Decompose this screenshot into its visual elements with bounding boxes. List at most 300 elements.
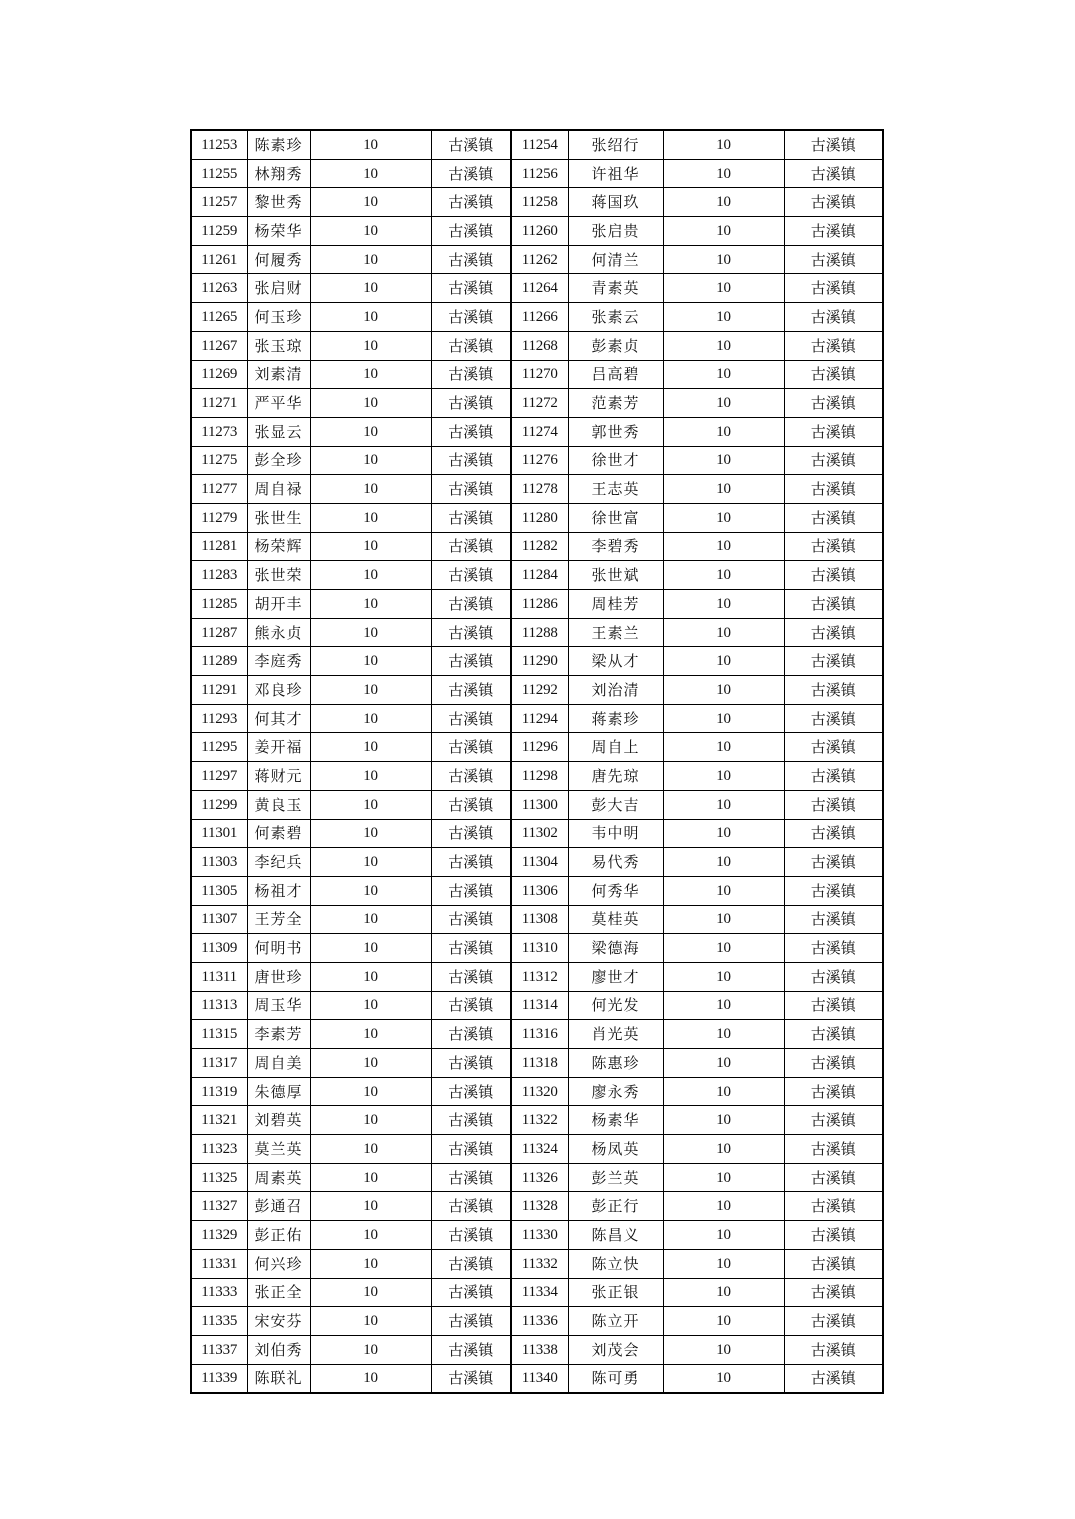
amount-value: 10 xyxy=(663,561,784,590)
amount-value: 10 xyxy=(310,1278,431,1307)
town-name: 古溪镇 xyxy=(431,1221,511,1250)
person-name: 唐世珍 xyxy=(247,962,310,991)
town-name: 古溪镇 xyxy=(784,1192,883,1221)
table-row xyxy=(191,905,883,934)
town-name: 古溪镇 xyxy=(431,676,511,705)
amount-value: 10 xyxy=(663,1077,784,1106)
record-id: 11292 xyxy=(511,676,568,705)
amount-value: 10 xyxy=(663,762,784,791)
person-name: 严平华 xyxy=(247,389,310,418)
person-name: 梁德海 xyxy=(568,934,663,963)
amount-value: 10 xyxy=(663,1163,784,1192)
amount-value: 10 xyxy=(310,1249,431,1278)
town-name: 古溪镇 xyxy=(431,876,511,905)
amount-value: 10 xyxy=(310,1077,431,1106)
record-id: 11294 xyxy=(511,704,568,733)
table-row xyxy=(191,1335,883,1364)
town-name: 古溪镇 xyxy=(784,1307,883,1336)
table-row xyxy=(191,876,883,905)
person-name: 何秀华 xyxy=(568,876,663,905)
town-name: 古溪镇 xyxy=(431,532,511,561)
record-id: 11266 xyxy=(511,303,568,332)
amount-value: 10 xyxy=(310,1163,431,1192)
record-id: 11267 xyxy=(191,331,247,360)
person-name: 徐世富 xyxy=(568,503,663,532)
table-row xyxy=(191,1307,883,1336)
person-name: 莫兰英 xyxy=(247,1135,310,1164)
table-row xyxy=(191,848,883,877)
town-name: 古溪镇 xyxy=(784,1249,883,1278)
person-name: 何素碧 xyxy=(247,819,310,848)
table-row xyxy=(191,790,883,819)
person-name: 周玉华 xyxy=(247,991,310,1020)
person-name: 张世斌 xyxy=(568,561,663,590)
town-name: 古溪镇 xyxy=(784,217,883,246)
record-id: 11303 xyxy=(191,848,247,877)
amount-value: 10 xyxy=(310,532,431,561)
record-id: 11320 xyxy=(511,1077,568,1106)
record-id: 11285 xyxy=(191,590,247,619)
amount-value: 10 xyxy=(663,962,784,991)
record-id: 11264 xyxy=(511,274,568,303)
record-id: 11307 xyxy=(191,905,247,934)
record-id: 11296 xyxy=(511,733,568,762)
person-name: 周桂芳 xyxy=(568,590,663,619)
record-id: 11274 xyxy=(511,417,568,446)
amount-value: 10 xyxy=(663,1192,784,1221)
record-id: 11293 xyxy=(191,704,247,733)
town-name: 古溪镇 xyxy=(784,130,883,159)
amount-value: 10 xyxy=(310,590,431,619)
person-name: 刘碧英 xyxy=(247,1106,310,1135)
amount-value: 10 xyxy=(663,704,784,733)
record-id: 11269 xyxy=(191,360,247,389)
person-name: 郭世秀 xyxy=(568,417,663,446)
record-id: 11304 xyxy=(511,848,568,877)
amount-value: 10 xyxy=(310,389,431,418)
town-name: 古溪镇 xyxy=(431,360,511,389)
record-id: 11326 xyxy=(511,1163,568,1192)
person-name: 杨素华 xyxy=(568,1106,663,1135)
amount-value: 10 xyxy=(663,1249,784,1278)
person-name: 杨祖才 xyxy=(247,876,310,905)
amount-value: 10 xyxy=(663,417,784,446)
amount-value: 10 xyxy=(663,503,784,532)
person-name: 张绍行 xyxy=(568,130,663,159)
person-name: 彭大吉 xyxy=(568,790,663,819)
town-name: 古溪镇 xyxy=(784,360,883,389)
table-row xyxy=(191,962,883,991)
person-name: 彭正行 xyxy=(568,1192,663,1221)
amount-value: 10 xyxy=(310,1106,431,1135)
roster-sheet xyxy=(190,129,882,1394)
person-name: 林翔秀 xyxy=(247,159,310,188)
table-row xyxy=(191,1221,883,1250)
amount-value: 10 xyxy=(310,991,431,1020)
town-name: 古溪镇 xyxy=(431,962,511,991)
town-name: 古溪镇 xyxy=(431,848,511,877)
amount-value: 10 xyxy=(310,934,431,963)
person-name: 熊永贞 xyxy=(247,618,310,647)
person-name: 何兴珍 xyxy=(247,1249,310,1278)
record-id: 11306 xyxy=(511,876,568,905)
amount-value: 10 xyxy=(310,1307,431,1336)
record-id: 11283 xyxy=(191,561,247,590)
amount-value: 10 xyxy=(663,647,784,676)
town-name: 古溪镇 xyxy=(431,245,511,274)
amount-value: 10 xyxy=(663,130,784,159)
town-name: 古溪镇 xyxy=(431,1192,511,1221)
table-row xyxy=(191,676,883,705)
table-row xyxy=(191,590,883,619)
town-name: 古溪镇 xyxy=(431,331,511,360)
table-row xyxy=(191,934,883,963)
amount-value: 10 xyxy=(310,1335,431,1364)
amount-value: 10 xyxy=(663,876,784,905)
town-name: 古溪镇 xyxy=(784,245,883,274)
table-row xyxy=(191,159,883,188)
amount-value: 10 xyxy=(663,274,784,303)
town-name: 古溪镇 xyxy=(784,676,883,705)
amount-value: 10 xyxy=(663,446,784,475)
town-name: 古溪镇 xyxy=(431,1049,511,1078)
amount-value: 10 xyxy=(310,1049,431,1078)
town-name: 古溪镇 xyxy=(784,188,883,217)
table-row xyxy=(191,245,883,274)
town-name: 古溪镇 xyxy=(431,217,511,246)
person-name: 张显云 xyxy=(247,417,310,446)
town-name: 古溪镇 xyxy=(784,590,883,619)
town-name: 古溪镇 xyxy=(431,1135,511,1164)
record-id: 11340 xyxy=(511,1364,568,1393)
person-name: 李纪兵 xyxy=(247,848,310,877)
town-name: 古溪镇 xyxy=(784,532,883,561)
town-name: 古溪镇 xyxy=(431,475,511,504)
amount-value: 10 xyxy=(663,991,784,1020)
person-name: 吕高碧 xyxy=(568,360,663,389)
amount-value: 10 xyxy=(663,389,784,418)
table-row xyxy=(191,360,883,389)
person-name: 王素兰 xyxy=(568,618,663,647)
amount-value: 10 xyxy=(663,360,784,389)
town-name: 古溪镇 xyxy=(431,130,511,159)
record-id: 11258 xyxy=(511,188,568,217)
town-name: 古溪镇 xyxy=(784,1221,883,1250)
table-row xyxy=(191,130,883,159)
town-name: 古溪镇 xyxy=(784,905,883,934)
town-name: 古溪镇 xyxy=(431,1278,511,1307)
person-name: 张世荣 xyxy=(247,561,310,590)
record-id: 11298 xyxy=(511,762,568,791)
table-row xyxy=(191,1020,883,1049)
town-name: 古溪镇 xyxy=(784,733,883,762)
town-name: 古溪镇 xyxy=(431,417,511,446)
person-name: 何明书 xyxy=(247,934,310,963)
record-id: 11339 xyxy=(191,1364,247,1393)
record-id: 11323 xyxy=(191,1135,247,1164)
record-id: 11319 xyxy=(191,1077,247,1106)
person-name: 张启贵 xyxy=(568,217,663,246)
town-name: 古溪镇 xyxy=(784,1020,883,1049)
person-name: 彭通召 xyxy=(247,1192,310,1221)
amount-value: 10 xyxy=(663,1278,784,1307)
person-name: 陈昌义 xyxy=(568,1221,663,1250)
person-name: 陈联礼 xyxy=(247,1364,310,1393)
table-row xyxy=(191,188,883,217)
town-name: 古溪镇 xyxy=(431,1307,511,1336)
record-id: 11275 xyxy=(191,446,247,475)
record-id: 11329 xyxy=(191,1221,247,1250)
person-name: 周素英 xyxy=(247,1163,310,1192)
record-id: 11338 xyxy=(511,1335,568,1364)
person-name: 易代秀 xyxy=(568,848,663,877)
amount-value: 10 xyxy=(310,733,431,762)
person-name: 刘茂会 xyxy=(568,1335,663,1364)
town-name: 古溪镇 xyxy=(431,446,511,475)
town-name: 古溪镇 xyxy=(431,1249,511,1278)
roster-body xyxy=(191,130,883,1393)
amount-value: 10 xyxy=(663,1106,784,1135)
record-id: 11273 xyxy=(191,417,247,446)
person-name: 邓良珍 xyxy=(247,676,310,705)
record-id: 11297 xyxy=(191,762,247,791)
person-name: 李庭秀 xyxy=(247,647,310,676)
record-id: 11311 xyxy=(191,962,247,991)
person-name: 李素芳 xyxy=(247,1020,310,1049)
table-row xyxy=(191,1278,883,1307)
amount-value: 10 xyxy=(663,245,784,274)
table-row xyxy=(191,991,883,1020)
town-name: 古溪镇 xyxy=(784,417,883,446)
town-name: 古溪镇 xyxy=(431,790,511,819)
amount-value: 10 xyxy=(663,532,784,561)
record-id: 11315 xyxy=(191,1020,247,1049)
table-row xyxy=(191,1249,883,1278)
record-id: 11321 xyxy=(191,1106,247,1135)
amount-value: 10 xyxy=(663,905,784,934)
record-id: 11313 xyxy=(191,991,247,1020)
amount-value: 10 xyxy=(663,303,784,332)
amount-value: 10 xyxy=(310,130,431,159)
person-name: 张素云 xyxy=(568,303,663,332)
amount-value: 10 xyxy=(310,188,431,217)
person-name: 刘伯秀 xyxy=(247,1335,310,1364)
town-name: 古溪镇 xyxy=(784,331,883,360)
record-id: 11279 xyxy=(191,503,247,532)
record-id: 11291 xyxy=(191,676,247,705)
record-id: 11316 xyxy=(511,1020,568,1049)
amount-value: 10 xyxy=(310,475,431,504)
person-name: 张正全 xyxy=(247,1278,310,1307)
record-id: 11280 xyxy=(511,503,568,532)
table-row xyxy=(191,762,883,791)
record-id: 11302 xyxy=(511,819,568,848)
table-row xyxy=(191,561,883,590)
person-name: 陈可勇 xyxy=(568,1364,663,1393)
person-name: 蒋财元 xyxy=(247,762,310,791)
person-name: 黎世秀 xyxy=(247,188,310,217)
table-row xyxy=(191,733,883,762)
person-name: 唐先琼 xyxy=(568,762,663,791)
record-id: 11310 xyxy=(511,934,568,963)
person-name: 姜开福 xyxy=(247,733,310,762)
amount-value: 10 xyxy=(310,446,431,475)
town-name: 古溪镇 xyxy=(431,762,511,791)
person-name: 胡开丰 xyxy=(247,590,310,619)
town-name: 古溪镇 xyxy=(431,991,511,1020)
record-id: 11318 xyxy=(511,1049,568,1078)
amount-value: 10 xyxy=(663,331,784,360)
town-name: 古溪镇 xyxy=(431,934,511,963)
town-name: 古溪镇 xyxy=(784,475,883,504)
town-name: 古溪镇 xyxy=(431,303,511,332)
record-id: 11309 xyxy=(191,934,247,963)
town-name: 古溪镇 xyxy=(784,848,883,877)
record-id: 11276 xyxy=(511,446,568,475)
amount-value: 10 xyxy=(310,905,431,934)
town-name: 古溪镇 xyxy=(784,962,883,991)
record-id: 11324 xyxy=(511,1135,568,1164)
table-row xyxy=(191,274,883,303)
amount-value: 10 xyxy=(310,159,431,188)
amount-value: 10 xyxy=(310,1135,431,1164)
table-row xyxy=(191,503,883,532)
person-name: 莫桂英 xyxy=(568,905,663,934)
amount-value: 10 xyxy=(663,1049,784,1078)
amount-value: 10 xyxy=(310,762,431,791)
record-id: 11268 xyxy=(511,331,568,360)
record-id: 11263 xyxy=(191,274,247,303)
record-id: 11299 xyxy=(191,790,247,819)
town-name: 古溪镇 xyxy=(431,159,511,188)
record-id: 11334 xyxy=(511,1278,568,1307)
town-name: 古溪镇 xyxy=(784,1135,883,1164)
table-row xyxy=(191,1192,883,1221)
person-name: 张玉琼 xyxy=(247,331,310,360)
person-name: 何履秀 xyxy=(247,245,310,274)
table-row xyxy=(191,475,883,504)
amount-value: 10 xyxy=(310,360,431,389)
town-name: 古溪镇 xyxy=(784,1163,883,1192)
person-name: 周自上 xyxy=(568,733,663,762)
table-row xyxy=(191,618,883,647)
amount-value: 10 xyxy=(310,417,431,446)
person-name: 张正银 xyxy=(568,1278,663,1307)
amount-value: 10 xyxy=(663,934,784,963)
table-row xyxy=(191,1106,883,1135)
record-id: 11322 xyxy=(511,1106,568,1135)
person-name: 范素芳 xyxy=(568,389,663,418)
amount-value: 10 xyxy=(663,676,784,705)
roster-table xyxy=(190,129,884,1394)
table-row xyxy=(191,819,883,848)
record-id: 11256 xyxy=(511,159,568,188)
person-name: 蒋国玖 xyxy=(568,188,663,217)
person-name: 许祖华 xyxy=(568,159,663,188)
amount-value: 10 xyxy=(310,331,431,360)
person-name: 杨凤英 xyxy=(568,1135,663,1164)
table-row xyxy=(191,1049,883,1078)
record-id: 11301 xyxy=(191,819,247,848)
amount-value: 10 xyxy=(310,1221,431,1250)
record-id: 11272 xyxy=(511,389,568,418)
amount-value: 10 xyxy=(310,1020,431,1049)
record-id: 11300 xyxy=(511,790,568,819)
record-id: 11337 xyxy=(191,1335,247,1364)
town-name: 古溪镇 xyxy=(431,819,511,848)
amount-value: 10 xyxy=(663,590,784,619)
record-id: 11332 xyxy=(511,1249,568,1278)
town-name: 古溪镇 xyxy=(784,1335,883,1364)
amount-value: 10 xyxy=(663,1135,784,1164)
record-id: 11257 xyxy=(191,188,247,217)
person-name: 黄良玉 xyxy=(247,790,310,819)
person-name: 廖永秀 xyxy=(568,1077,663,1106)
amount-value: 10 xyxy=(663,188,784,217)
amount-value: 10 xyxy=(663,733,784,762)
amount-value: 10 xyxy=(663,790,784,819)
record-id: 11328 xyxy=(511,1192,568,1221)
person-name: 陈素珍 xyxy=(247,130,310,159)
amount-value: 10 xyxy=(663,1020,784,1049)
person-name: 何清兰 xyxy=(568,245,663,274)
record-id: 11287 xyxy=(191,618,247,647)
amount-value: 10 xyxy=(310,676,431,705)
record-id: 11281 xyxy=(191,532,247,561)
person-name: 陈惠珍 xyxy=(568,1049,663,1078)
town-name: 古溪镇 xyxy=(784,647,883,676)
record-id: 11255 xyxy=(191,159,247,188)
table-row xyxy=(191,389,883,418)
town-name: 古溪镇 xyxy=(431,1020,511,1049)
record-id: 11295 xyxy=(191,733,247,762)
town-name: 古溪镇 xyxy=(784,159,883,188)
town-name: 古溪镇 xyxy=(784,618,883,647)
town-name: 古溪镇 xyxy=(431,561,511,590)
person-name: 刘治清 xyxy=(568,676,663,705)
town-name: 古溪镇 xyxy=(431,590,511,619)
town-name: 古溪镇 xyxy=(431,1335,511,1364)
amount-value: 10 xyxy=(663,618,784,647)
town-name: 古溪镇 xyxy=(431,647,511,676)
amount-value: 10 xyxy=(310,245,431,274)
amount-value: 10 xyxy=(663,475,784,504)
amount-value: 10 xyxy=(310,848,431,877)
person-name: 张世生 xyxy=(247,503,310,532)
table-row xyxy=(191,1163,883,1192)
record-id: 11325 xyxy=(191,1163,247,1192)
record-id: 11289 xyxy=(191,647,247,676)
person-name: 彭素贞 xyxy=(568,331,663,360)
person-name: 彭正佑 xyxy=(247,1221,310,1250)
record-id: 11277 xyxy=(191,475,247,504)
person-name: 韦中明 xyxy=(568,819,663,848)
record-id: 11271 xyxy=(191,389,247,418)
person-name: 周自美 xyxy=(247,1049,310,1078)
amount-value: 10 xyxy=(310,303,431,332)
table-row xyxy=(191,532,883,561)
amount-value: 10 xyxy=(663,217,784,246)
town-name: 古溪镇 xyxy=(784,503,883,532)
record-id: 11278 xyxy=(511,475,568,504)
town-name: 古溪镇 xyxy=(431,274,511,303)
amount-value: 10 xyxy=(310,274,431,303)
amount-value: 10 xyxy=(310,819,431,848)
town-name: 古溪镇 xyxy=(431,1077,511,1106)
amount-value: 10 xyxy=(663,1221,784,1250)
town-name: 古溪镇 xyxy=(431,1106,511,1135)
town-name: 古溪镇 xyxy=(784,1106,883,1135)
